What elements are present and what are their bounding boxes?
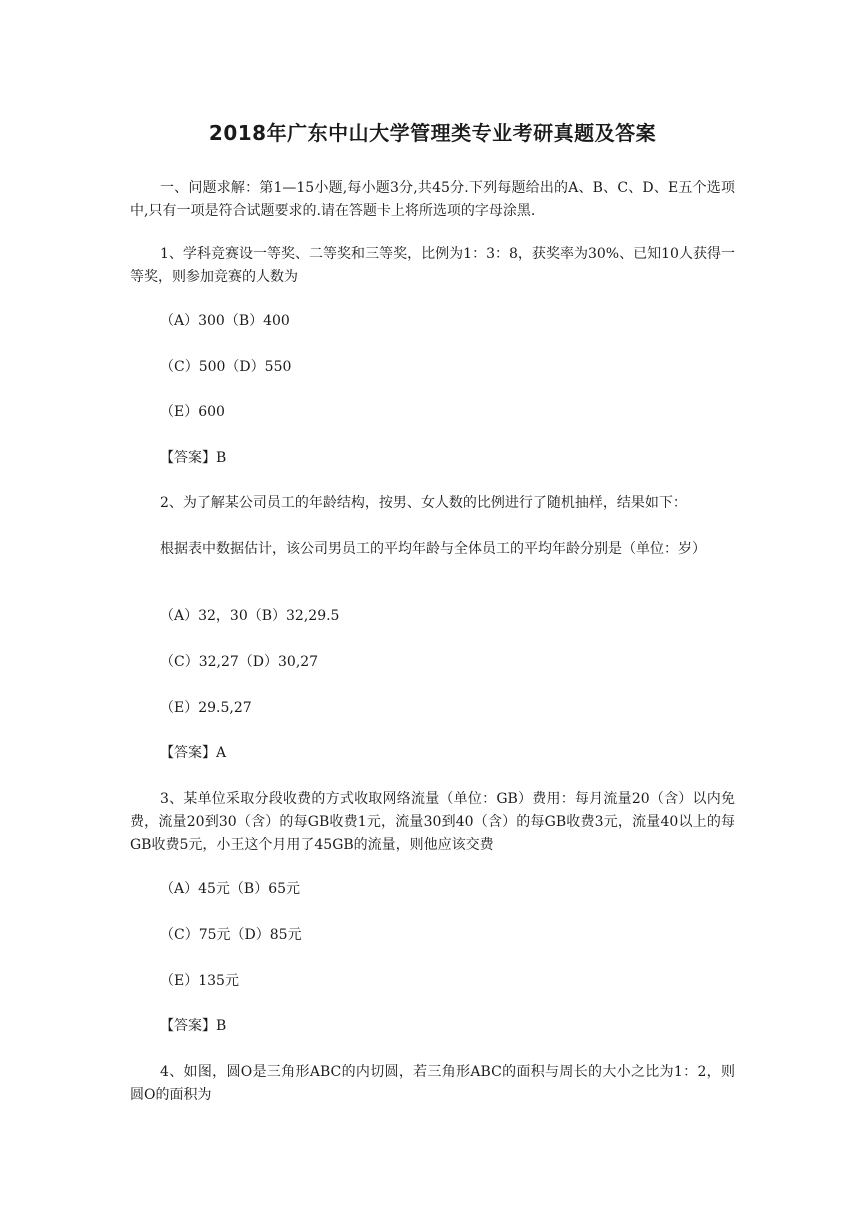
question-1-answer: 【答案】B	[160, 450, 227, 466]
question-1-option-e: （E）600	[160, 404, 225, 420]
question-1-text: 1、学科竞赛设一等奖、二等奖和三等奖，比例为1：3：8，获奖率为30%、已知10人获得一等奖，则参加竞赛的人数为	[130, 246, 735, 285]
page-title: 2018年广东中山大学管理类专业考研真题及答案	[208, 121, 657, 145]
question-2-options-cd: （C）32,27（D）30,27	[160, 654, 319, 670]
question-2-answer: 【答案】A	[160, 745, 227, 761]
question-2-text: 2、为了解某公司员工的年龄结构，按男、女人数的比例进行了随机抽样，结果如下：	[160, 495, 687, 511]
question-3-option-e: （E）135元	[160, 973, 239, 989]
question-4-text: 4、如图，圆O是三角形ABC的内切圆，若三角形ABC的面积与周长的大小之比为1：2，则圆O的面积为	[130, 1064, 735, 1103]
question-1-options-ab: （A）300（B）400	[160, 313, 290, 329]
question-1-options-cd: （C）500（D）550	[160, 359, 292, 375]
question-2-option-e: （E）29.5,27	[160, 700, 252, 716]
question-2-options-ab: （A）32，30（B）32,29.5	[160, 608, 340, 624]
question-3-options-cd: （C）75元（D）85元	[160, 927, 302, 943]
question-3-answer: 【答案】B	[160, 1018, 227, 1034]
question-3-text: 3、某单位采取分段收费的方式收取网络流量（单位：GB）费用：每月流量20（含）以内免费，流量20到30（含）的每GB收费1元，流量30到40（含）的每GB收费3元，流量40以上的每GB收费5元，小王这个月用了45GB的流量，则他应该交费	[130, 791, 735, 853]
section-intro: 一、问题求解：第1—15小题,每小题3分,共45分.下列每题给出的A、B、C、D、E五个选项中,只有一项是符合试题要求的.请在答题卡上将所选项的字母涂黑.	[130, 180, 735, 219]
question-2-text-2: 根据表中数据估计，该公司男员工的平均年龄与全体员工的平均年龄分别是（单位：岁）	[160, 541, 706, 557]
question-3-options-ab: （A）45元（B）65元	[160, 881, 301, 897]
